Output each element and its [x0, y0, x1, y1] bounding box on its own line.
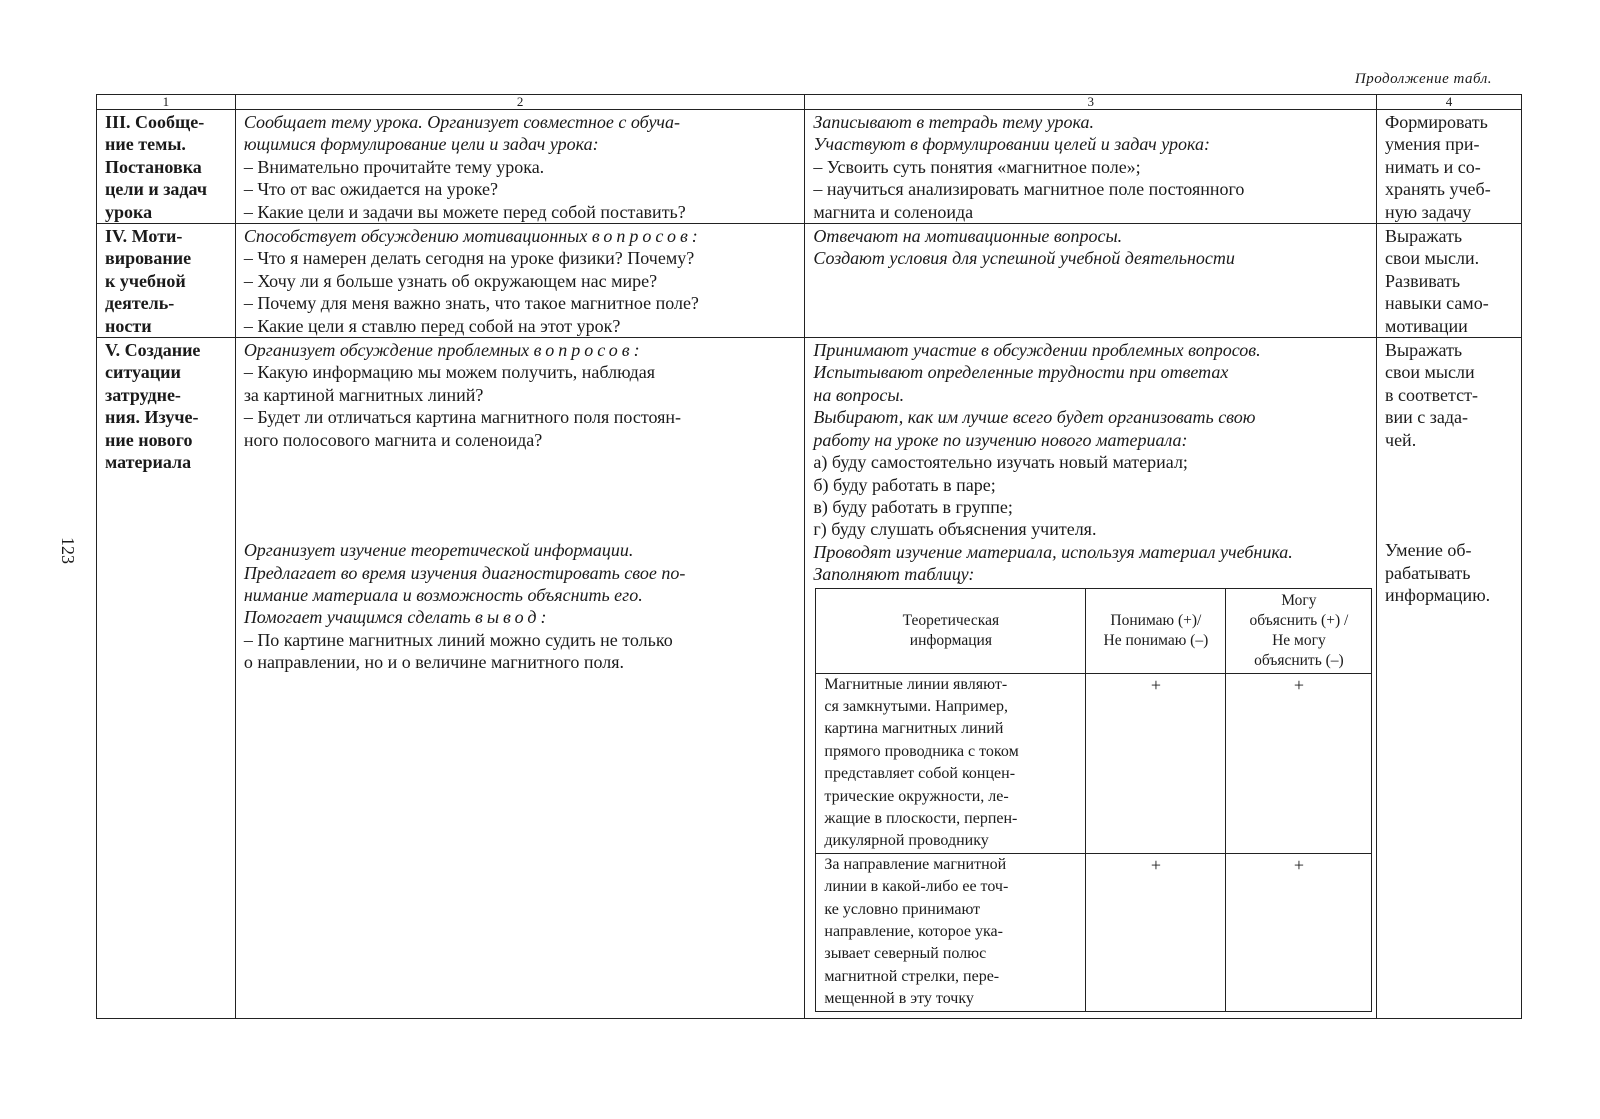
teacher-activity-cell — [235, 110, 805, 224]
student-goals: – Усвоить суть понятия «магнитное поле»; – научиться анализировать магнитное поле постоянного магнита и соленоида — [813, 156, 1245, 222]
teacher-conclusion-text: Помогает учащимся сделать — [243, 607, 471, 628]
lesson-plan-table — [96, 94, 1522, 1019]
column-number: 1 — [97, 95, 236, 110]
teacher-instruction-spaced: вопросов: — [591, 226, 702, 247]
header-understand: Понимаю (+)/ Не понимаю (–) — [1086, 588, 1226, 673]
teacher-instruction-text: Способствует обсуждению мотивационных — [243, 226, 588, 247]
teacher-instruction — [244, 225, 801, 247]
teacher-instruction-text: Организует обсуждение проблемных — [243, 340, 530, 361]
teacher-conclusion-instruction — [244, 606, 801, 628]
table-row — [97, 338, 1522, 1019]
theory-text: Магнитные линии являют- ся замкнутыми. Например, картина магнитных линий прямого проводника с током представляет собой концен- трические окружности, ле- жащие в плоскости, перпен- дикулярной проводнику — [816, 673, 1086, 853]
table-continuation-caption: Продолжение табл. — [1354, 71, 1492, 87]
self-assessment-row — [816, 853, 1372, 1011]
table-row — [97, 110, 1522, 224]
skills-text-2: Умение об- рабатывать информацию. — [1385, 540, 1491, 605]
skills-cell: Выражать свои мысли. Развивать навыки само- мотивации — [1377, 224, 1522, 338]
student-instruction: Отвечают на мотивационные вопросы. Создают условия для успешной учебной деятельности — [813, 226, 1235, 269]
column-number-row — [97, 95, 1522, 110]
theory-text: За направление магнитной линии в какой-либо ее точ- ке условно принимают направление, которое ука- зывает северный полюс магнитной стрелки, пере- мещенной в эту точку — [816, 853, 1086, 1011]
explain-mark: + — [1226, 673, 1372, 853]
teacher-instruction: Сообщает тему урока. Организует совместное с обуча- ющимися формулирование цели и задач урока: — [243, 112, 681, 155]
teacher-theory-instruction: Организует изучение теоретической информации. Предлагает во время изучения диагностировать свое по- нимание материала и возможность объяснить его. — [243, 540, 686, 605]
student-activity-cell — [805, 338, 1377, 1019]
student-study-instruction: Проводят изучение материала, используя материал учебника. Заполняют таблицу: — [813, 541, 1293, 585]
teacher-conclusion-spaced: вывод: — [475, 607, 551, 628]
self-assessment-header-row — [816, 588, 1372, 673]
stage-cell: III. Сообще- ние темы. Постановка цели и задач урока — [97, 110, 236, 224]
teacher-conclusion: – По картине магнитных линий можно судить не только о направлении, но и о величине магнитного поля. — [243, 629, 673, 673]
column-number: 4 — [1377, 95, 1522, 110]
student-work-options: а) буду самостоятельно изучать новый материал; б) буду работать в паре; в) буду работать в группе; г) буду слушать объяснения учителя. — [813, 452, 1188, 540]
header-explain: Могу объяснить (+) / Не могу объяснить (–) — [1226, 588, 1372, 673]
teacher-activity-cell — [235, 224, 805, 338]
teacher-questions: – Какую информацию мы можем получить, наблюдая за картиной магнитных линий? – Будет ли отличаться картина магнитного поля постоян- ного полосового магнита и соленоида? — [243, 362, 682, 450]
table-row — [97, 224, 1522, 338]
skills-cell: Формировать умения при- нимать и со- хранять учеб- ную задачу — [1377, 110, 1522, 224]
teacher-questions: – Что я намерен делать сегодня на уроке физики? Почему? – Хочу ли я больше узнать об окружающем нас мире? – Почему для меня важно знать, что такое магнитное поле? – Какие цели я ставлю перед собой на этот урок? — [243, 248, 699, 336]
understand-mark: + — [1086, 673, 1226, 853]
header-theory: Теоретическая информация — [816, 588, 1086, 673]
page-number: 123 — [58, 537, 78, 564]
student-instruction: Записывают в тетрадь тему урока. Участвуют в формулировании целей и задач урока: — [813, 112, 1210, 155]
explain-mark: + — [1226, 853, 1372, 1011]
self-assessment-row — [816, 673, 1372, 853]
student-instruction: Принимают участие в обсуждении проблемных вопросов. Испытывают определенные трудности при ответах на вопросы. Выбирают, как им лучше всего будет организовать свою работу на уроке по изучению нового материала: — [813, 340, 1261, 450]
student-activity-cell — [805, 110, 1377, 224]
understand-mark: + — [1086, 853, 1226, 1011]
student-activity-cell — [805, 224, 1377, 338]
teacher-questions: – Внимательно прочитайте тему урока. – Что от вас ожидается на уроке? – Какие цели и задачи вы можете перед собой поставить? — [243, 156, 686, 222]
stage-cell: V. Создание ситуации затрудне- ния. Изуче- ние нового материала — [97, 338, 236, 1019]
teacher-instruction — [244, 339, 801, 361]
column-number: 3 — [805, 95, 1377, 110]
self-assessment-table — [815, 588, 1372, 1012]
column-number: 2 — [235, 95, 805, 110]
skills-text: Выражать свои мысли в соответст- вии с зада- чей. — [1385, 340, 1478, 450]
teacher-activity-cell — [235, 338, 805, 1019]
skills-cell — [1377, 338, 1522, 1019]
teacher-instruction-spaced: вопросов: — [533, 340, 644, 361]
stage-cell: IV. Моти- вирование к учебной деятель- ности — [97, 224, 236, 338]
